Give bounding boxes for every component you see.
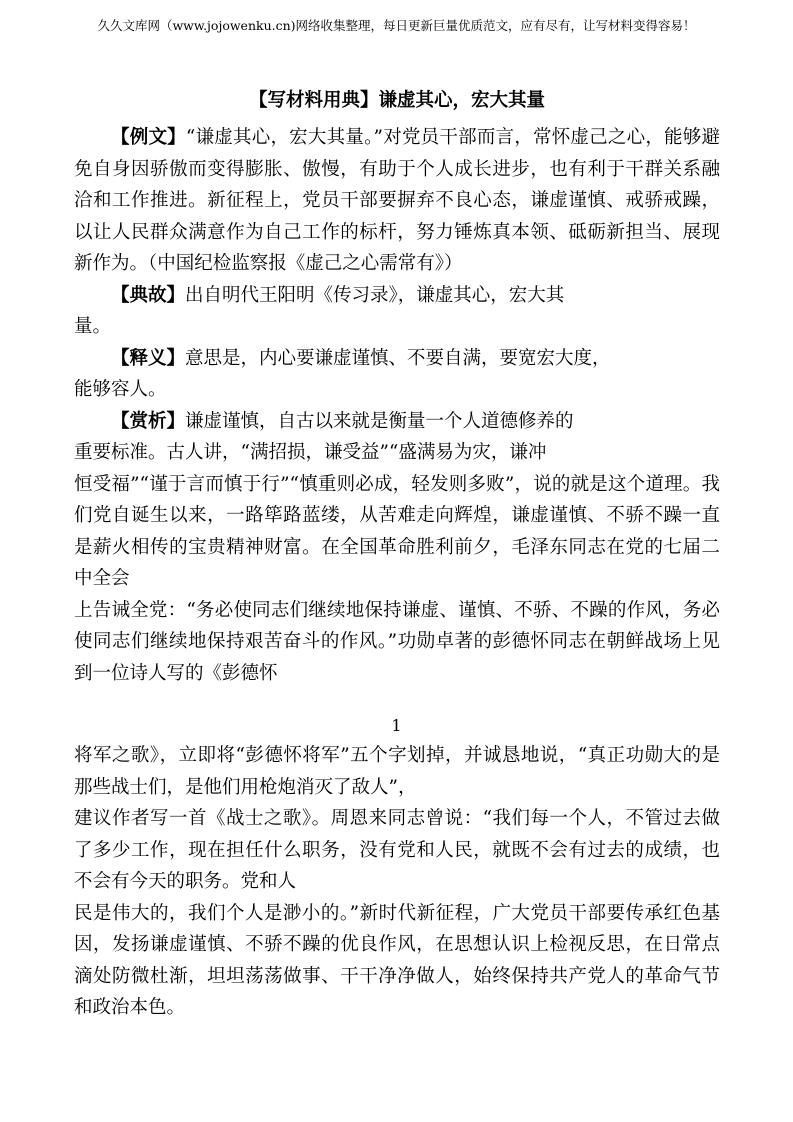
paragraph-lower-line2 — [74, 803, 720, 898]
paragraph-diangu-cont — [74, 311, 720, 343]
watermark-text: 久久文库网（www.jojowenku.cn)网络收集整理，每日更新巨量优质范文，应有尽有，让写材料变得容易！ — [97, 18, 696, 33]
paragraph-lower-line2-text: 建议作者写一首《战士之歌》。周恩来同志曾说：“我们每一个人，不管过去做了多少工作，现在担任什么职务，没有党和人民，就既不会有过去的成绩，也不会有今天的职务。党和人 — [74, 808, 720, 892]
paragraph-lower-line1 — [74, 740, 720, 803]
document-body — [74, 86, 720, 689]
paragraph-shiyi — [74, 343, 720, 375]
paragraph-shangxi-line3-text: 恒受福”“谨于言而慎于行”“慎重则必成，轻发则多败”，说的就是这个道理。我们党自诞生以来，一路筚路蓝缕，从苦难走向辉煌，谦虚谨慎、不骄不躁一直是薪火相传的宝贵精神财富。在全国革命胜利前夕，毛泽东同志在党的七届二中全会 — [74, 473, 720, 589]
paragraph-lower-line1-text: 将军之歌》，立即将“彭德怀将军”五个字划掉，并诚恳地说，“真正功勋大的是那些战士们，是他们用枪炮消灭了敌人”， — [74, 745, 720, 798]
paragraph-shangxi-line2 — [74, 437, 720, 469]
paragraph-lower-line3-text: 民是伟大的，我们个人是渺小的。”新时代新征程，广大党员干部要传承红色基因，发扬谦虚谨慎、不骄不躁的优良作风，在思想认识上检视反思，在日常点滴处防微杜渐，坦坦荡荡做事、干干净净做人，始终保持共产党人的革命气节和政治本色。 — [74, 902, 720, 1018]
paragraph-diangu-text: 出自明代王阳明《传习录》，谦虚其心，宏大其 — [185, 284, 565, 306]
paragraph-shangxi-lead: 【赏析】 — [111, 410, 186, 432]
paragraph-liwen — [74, 122, 720, 280]
paragraph-shangxi-line3 — [74, 469, 720, 595]
page-title: 【写材料用典】谦虚其心，宏大其量 — [248, 90, 545, 111]
paragraph-shiyi-text: 意思是，内心要谦虚谨慎、不要自满，要宽宏大度， — [185, 347, 611, 369]
paragraph-shangxi-line4 — [74, 595, 720, 690]
paragraph-diangu — [74, 280, 720, 312]
paragraph-diangu-lead: 【典故】 — [111, 284, 186, 306]
paragraph-liwen-text: “谦虚其心，宏大其量。”对党员干部而言，常怀虚己之心，能够避免自身因骄傲而变得膨胀、傲慢，有助于个人成长进步，也有利于干群关系融洽和工作推进。新征程上，党员干部要摒弃不良心态，谦虚谨慎、戒骄戒躁，以让人民群众满意作为自己工作的标杆，努力锤炼真本领、砥砺新担当、展现新作为。（中国纪检监察报《虚己之心需常有》） — [74, 127, 720, 274]
paragraph-shiyi-cont — [74, 374, 720, 406]
paragraph-liwen-lead: 【例文】 — [111, 127, 186, 148]
paragraph-diangu-cont-text: 量。 — [74, 316, 112, 337]
document-body-lower — [74, 740, 720, 1024]
paragraph-shiyi-lead: 【释义】 — [111, 347, 186, 369]
page-number: 1 — [391, 716, 402, 735]
paragraph-shangxi-line4-text: 上告诫全党：“务必使同志们继续地保持谦虚、谨慎、不骄、不躁的作风，务必使同志们继续地保持艰苦奋斗的作风。”功勋卓著的彭德怀同志在朝鲜战场上见到一位诗人写的《彭德怀 — [74, 599, 720, 684]
paragraph-shangxi — [74, 406, 720, 438]
paragraph-shiyi-cont-text: 能够容人。 — [74, 379, 167, 400]
paragraph-lower-line3 — [74, 898, 720, 1024]
paragraph-shangxi-line2-text: 重要标准。古人讲，“满招损，谦受益”“盛满易为灾，谦冲 — [74, 442, 547, 463]
paragraph-shangxi-text: 谦虚谨慎，自古以来就是衡量一个人道德修养的 — [185, 410, 574, 432]
